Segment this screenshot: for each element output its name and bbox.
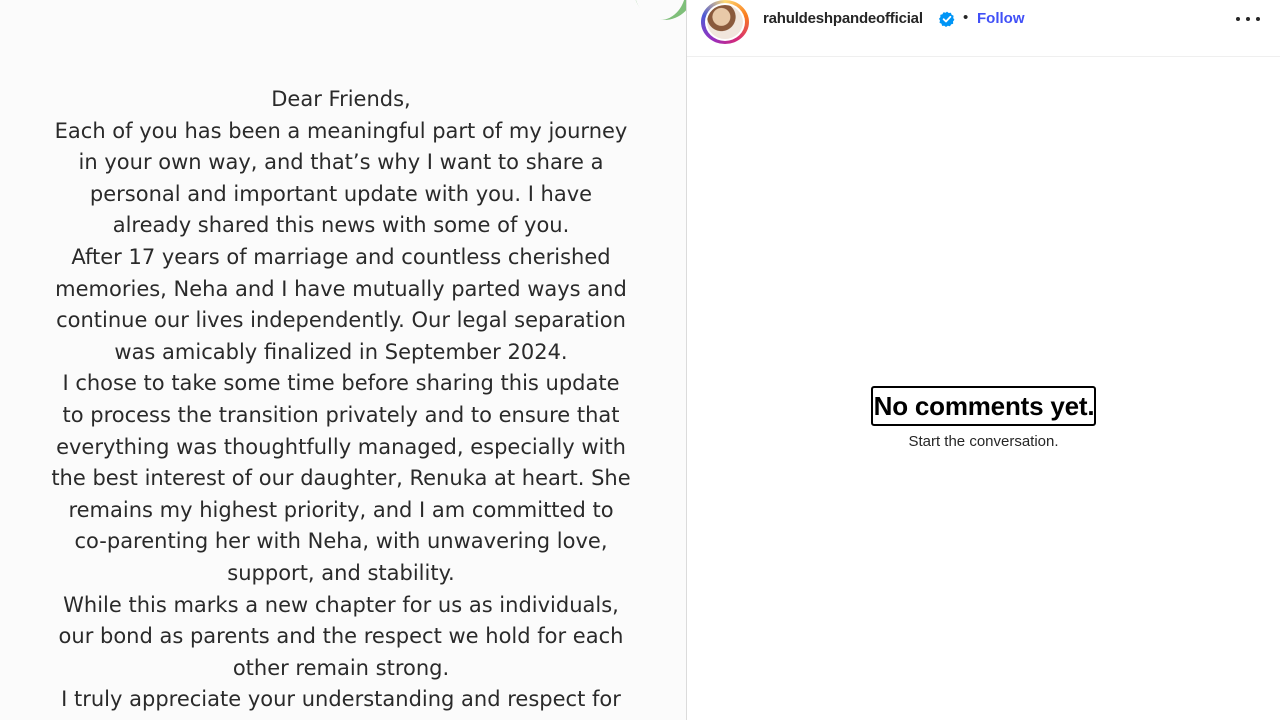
more-dot: [1236, 17, 1240, 21]
avatar-story-ring[interactable]: [701, 0, 749, 44]
letter-line: I truly appreciate your understanding and respect for: [61, 687, 621, 712]
comments-panel: [687, 0, 1280, 720]
letter-line: memories, Neha and I have mutually parted ways and: [55, 276, 627, 301]
letter-line: remains my highest priority, and I am committed to: [68, 497, 614, 522]
empty-comments-title: No comments yet.: [871, 386, 1097, 426]
letter-line: everything was thoughtfully managed, especially with: [56, 434, 626, 459]
letter-line: I chose to take some time before sharing this update: [62, 371, 620, 396]
empty-comments-subtitle: Start the conversation.: [908, 433, 1059, 450]
empty-comments-state: [687, 386, 1280, 450]
letter-line: co-parenting her with Neha, with unwavering love,: [74, 529, 608, 554]
avatar-image: [707, 5, 743, 39]
decorative-corner-cover: [634, 0, 686, 20]
username-link[interactable]: rahuldeshpandeofficial: [763, 10, 923, 27]
letter-line: in your own way, and that’s why I want to share a: [78, 150, 604, 175]
letter-line: our bond as parents and the respect we hold for each: [58, 624, 624, 649]
avatar[interactable]: [705, 3, 745, 41]
verified-badge-icon: [939, 11, 955, 27]
post-header: [687, 0, 1280, 57]
letter-line: continue our lives independently. Our legal separation: [56, 308, 626, 333]
letter-line: Dear Friends,: [271, 87, 411, 111]
letter-line: Each of you has been a meaningful part of my journey: [54, 118, 628, 143]
letter-line: already shared this news with some of you.: [112, 213, 570, 238]
letter-text: [0, 84, 682, 716]
letter-line: While this marks a new chapter for us as individuals,: [63, 592, 619, 617]
separator-dot: •: [963, 9, 969, 26]
more-dot: [1256, 17, 1260, 21]
letter-line: After 17 years of marriage and countless cherished: [71, 244, 611, 269]
letter-line: support, and stability.: [227, 560, 455, 585]
letter-line: was amicably finalized in September 2024.: [114, 339, 568, 364]
letter-line: the best interest of our daughter, Renuka at heart. She: [51, 466, 631, 491]
follow-button[interactable]: Follow: [977, 10, 1025, 27]
more-dot: [1246, 17, 1250, 21]
more-options-icon[interactable]: [1236, 9, 1260, 29]
letter-line: to process the transition privately and to ensure that: [62, 402, 620, 427]
letter-line: other remain strong.: [232, 655, 450, 680]
letter-line: personal and important update with you. I have: [89, 181, 593, 206]
